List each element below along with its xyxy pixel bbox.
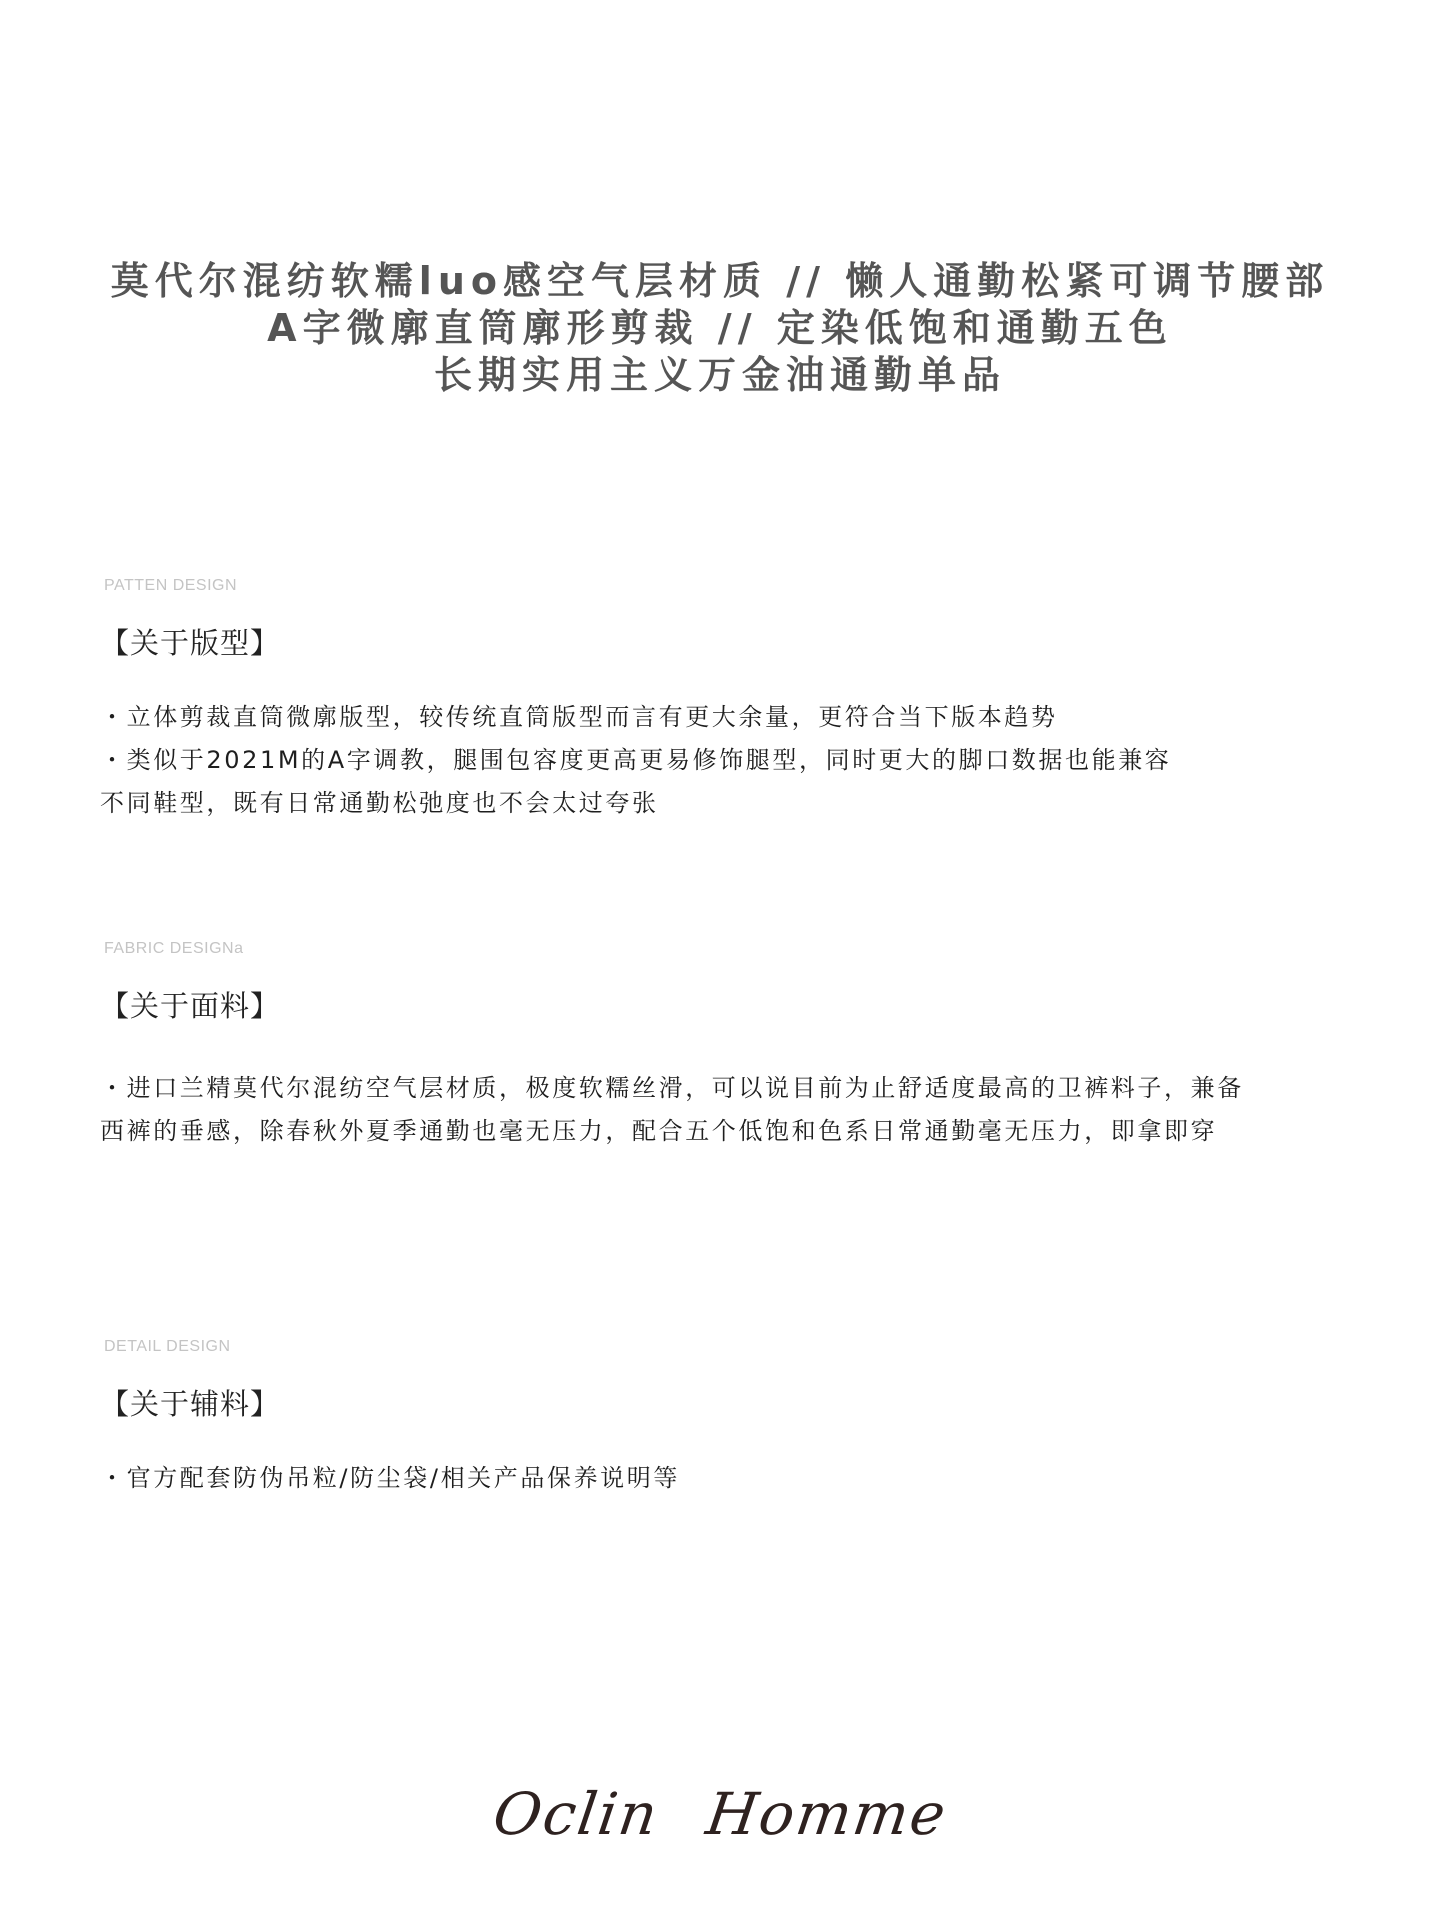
fabric-section [100,940,1340,1153]
section-title-fabric: 【关于面料】 [100,989,281,1023]
bullet-line: ・类似于2021M的A字调教，腿围包容度更高更易修饰腿型，同时更大的脚口数据也能兼容 [100,746,1172,774]
section-label-pattern: PATTEN DESIGN [104,577,238,594]
headline-line-1: 莫代尔混纺软糯luo感空气层材质 // 懒人通勤松紧可调节腰部 [110,259,1330,303]
section-label-fabric: FABRIC DESIGNa [104,940,244,957]
pattern-section [100,577,1340,825]
bullet-line: ・进口兰精莫代尔混纺空气层材质，极度软糯丝滑，可以说目前为止舒适度最高的卫裤料子，兼备 [100,1074,1244,1102]
bullet-line: 不同鞋型，既有日常通勤松弛度也不会太过夸张 [100,789,659,817]
bullet-line: 西裤的垂感，除春秋外夏季通勤也毫无压力，配合五个低饱和色系日常通勤毫无压力，即拿即穿 [100,1117,1218,1145]
brand-logo-word: Oclin [488,1780,663,1848]
headline [0,258,1440,399]
section-body-pattern [100,696,1340,825]
bullet-line: ・立体剪裁直筒微廓版型，较传统直筒版型而言有更大余量，更符合当下版本趋势 [100,703,1058,731]
section-label-detail: DETAIL DESIGN [104,1338,231,1355]
brand-logo-word: Homme [701,1780,952,1848]
section-body-fabric [100,1067,1340,1153]
section-title-pattern: 【关于版型】 [100,626,281,660]
section-body-detail [100,1457,1340,1500]
bullet-line: ・官方配套防伪吊粒/防尘袋/相关产品保养说明等 [100,1464,680,1492]
headline-line-3: 长期实用主义万金油通勤单品 [433,353,1006,397]
brand-logo [0,1780,1440,1848]
section-title-detail: 【关于辅料】 [100,1387,281,1421]
detail-section [100,1338,1340,1500]
headline-line-2: A字微廓直筒廓形剪裁 // 定染低饱和通勤五色 [267,306,1173,350]
